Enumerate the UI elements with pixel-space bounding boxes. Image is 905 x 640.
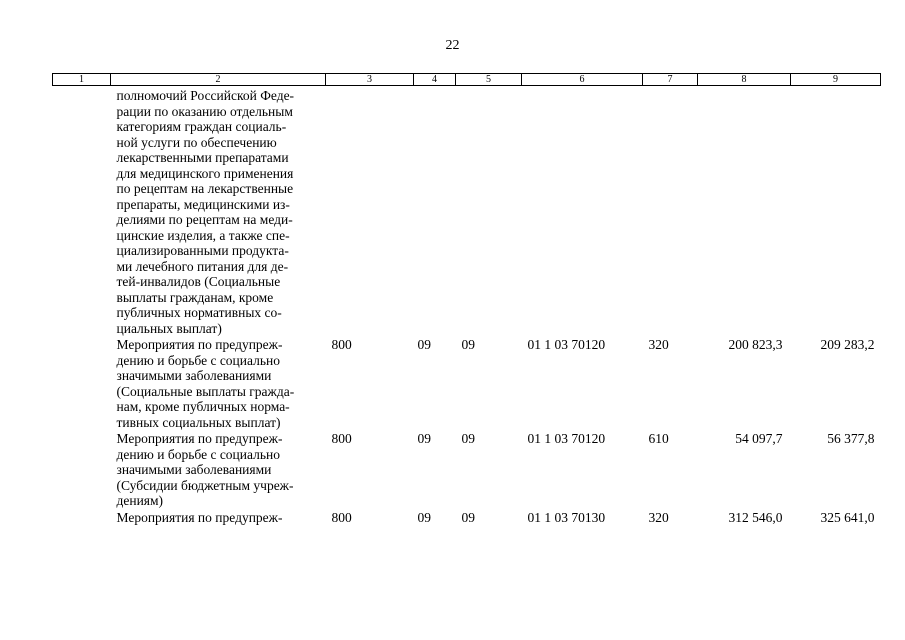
code-cell: 800: [331, 337, 352, 352]
description-cell: [111, 430, 326, 509]
description-line: выплаты гражданам, кроме: [116, 289, 274, 305]
section-cell: 09: [417, 431, 431, 446]
expense-type-cell: [643, 86, 698, 337]
description-cell: [111, 336, 326, 430]
column-number-header-row: [53, 74, 881, 86]
description-line: нам, кроме публичных норма-: [116, 399, 290, 414]
amount-cell: 54 097,7: [735, 431, 783, 446]
column-number-header: 9: [791, 74, 881, 86]
row-number-cell: [53, 430, 111, 509]
amount-cell: 56 377,8: [827, 431, 875, 446]
row-number-cell: [53, 509, 111, 526]
description-line: по рецептам на лекарственные: [116, 181, 294, 196]
description-line: Мероприятия по предупреж-: [116, 509, 283, 525]
target-item-cell: 01 1 03 70120: [527, 431, 606, 446]
description-line: публичных нормативных со-: [116, 305, 282, 320]
description-line: рации по оказанию отдельным: [116, 103, 293, 119]
description-line: циальных выплат): [116, 320, 222, 336]
expense-type-cell: 610: [648, 431, 669, 446]
column-number-header: 4: [414, 74, 456, 86]
description-line: дению и борьбе с социально: [116, 446, 280, 462]
expense-type-cell: 320: [648, 337, 669, 352]
description-line: дениям): [116, 493, 164, 508]
description-line: тей-инвалидов (Социальные: [116, 274, 281, 289]
description-line: цинские изделия, а также спе-: [116, 227, 290, 243]
description-cell: [111, 509, 326, 526]
description-line: значимыми заболеваниями: [116, 368, 272, 383]
description-line: (Субсидии бюджетным учреж-: [116, 477, 294, 493]
column-number-header: 5: [456, 74, 522, 86]
row-number-cell: [53, 86, 111, 337]
description-line: полномочий Российской Феде-: [116, 88, 295, 103]
description-line: значимыми заболеваниями: [116, 462, 272, 477]
table-row: [53, 336, 881, 430]
column-number-header: 1: [53, 74, 111, 86]
row-number-cell: [53, 336, 111, 430]
description-line: Мероприятия по предупреж-: [116, 431, 283, 446]
budget-table: [52, 73, 881, 525]
section-cell: [414, 86, 456, 337]
column-number-header: 2: [111, 74, 326, 86]
description-line: циализированными продукта-: [116, 243, 289, 258]
description-line: ми лечебного питания для де-: [116, 258, 289, 274]
subsection-cell: [456, 86, 522, 337]
table-row: [53, 509, 881, 526]
description-line: тивных социальных выплат): [116, 414, 281, 430]
code-cell: [326, 86, 414, 337]
description-line: лекарственными препаратами: [116, 150, 289, 165]
description-line: Мероприятия по предупреж-: [116, 337, 283, 352]
column-number-header: 7: [643, 74, 698, 86]
column-number-header: 8: [698, 74, 791, 86]
description-line: для медицинского применения: [116, 165, 294, 181]
subsection-cell: 09: [461, 337, 475, 352]
description-line: препараты, медицинскими из-: [116, 196, 290, 212]
amount-cell: 325 641,0: [820, 509, 875, 525]
description-line: категориям граждан социаль-: [116, 119, 287, 134]
amount-cell: 209 283,2: [820, 337, 875, 352]
amount-cell: [791, 86, 881, 337]
page-number: 22: [445, 38, 460, 53]
target-item-cell: 01 1 03 70120: [527, 337, 606, 352]
description-cell: [111, 86, 326, 337]
table-row: [53, 86, 881, 337]
code-cell: 800: [331, 509, 352, 525]
amount-cell: [698, 86, 791, 337]
target-item-cell: 01 1 03 70130: [527, 509, 606, 525]
description-line: ной услуги по обеспечению: [116, 134, 277, 150]
amount-cell: 312 546,0: [728, 509, 783, 525]
section-cell: 09: [417, 337, 431, 352]
description-line: (Социальные выплаты гражда-: [116, 383, 295, 399]
subsection-cell: 09: [461, 509, 475, 525]
column-number-header: 6: [522, 74, 643, 86]
table-body: [53, 86, 881, 526]
subsection-cell: 09: [461, 431, 475, 446]
description-line: делиями по рецептам на меди-: [116, 212, 293, 227]
table-row: [53, 430, 881, 509]
column-number-header: 3: [326, 74, 414, 86]
expense-type-cell: 320: [648, 509, 669, 525]
code-cell: 800: [331, 431, 352, 446]
amount-cell: 200 823,3: [728, 337, 783, 352]
section-cell: 09: [417, 509, 431, 525]
target-item-cell: [522, 86, 643, 337]
description-line: дению и борьбе с социально: [116, 352, 280, 368]
